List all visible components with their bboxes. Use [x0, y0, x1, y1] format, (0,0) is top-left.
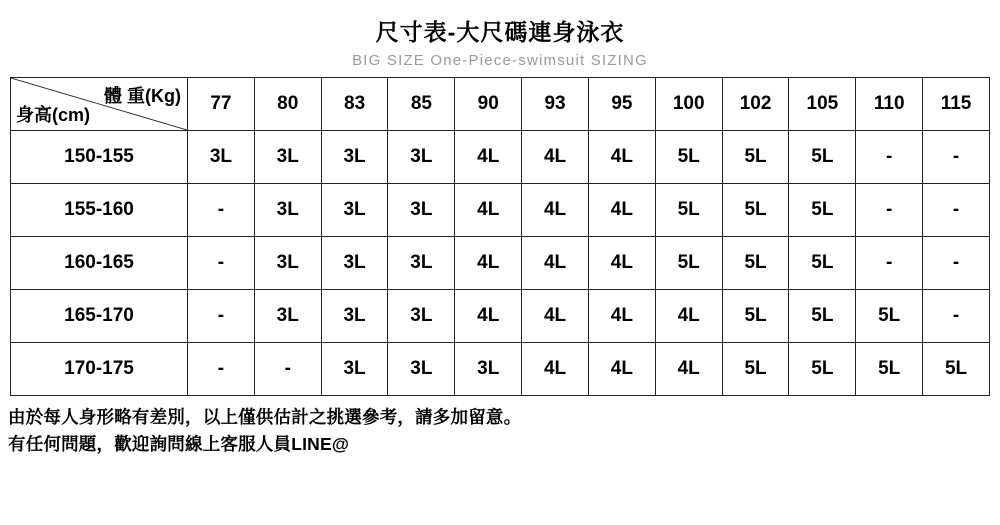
weight-header-cell: 93	[522, 78, 589, 131]
table-row	[11, 290, 990, 343]
size-cell: 3L	[254, 290, 321, 343]
size-cell: -	[923, 237, 990, 290]
table-row	[11, 131, 990, 184]
size-cell: -	[923, 131, 990, 184]
size-cell: 5L	[856, 290, 923, 343]
size-table	[10, 77, 990, 396]
weight-header-cell: 95	[588, 78, 655, 131]
table-header-row	[11, 78, 990, 131]
size-cell: 5L	[722, 290, 789, 343]
size-cell: 5L	[655, 131, 722, 184]
size-cell: 3L	[188, 131, 255, 184]
size-cell: 3L	[321, 131, 388, 184]
size-cell: 4L	[522, 184, 589, 237]
size-cell: -	[188, 184, 255, 237]
size-cell: 5L	[789, 343, 856, 396]
size-cell: 4L	[655, 290, 722, 343]
size-cell: 5L	[722, 237, 789, 290]
size-cell: 3L	[321, 290, 388, 343]
height-range-cell: 160-165	[11, 237, 188, 290]
weight-header-cell: 90	[455, 78, 522, 131]
size-cell: 5L	[923, 343, 990, 396]
note-line: 由於每人身形略有差別，以上僅供估計之挑選參考，請多加留意。	[8, 407, 522, 428]
notes-section	[8, 404, 1000, 458]
size-cell: 5L	[789, 131, 856, 184]
size-cell: 4L	[655, 343, 722, 396]
size-cell: 4L	[588, 131, 655, 184]
height-range-cell: 170-175	[11, 343, 188, 396]
size-cell: -	[856, 184, 923, 237]
size-cell: -	[856, 131, 923, 184]
size-cell: -	[856, 237, 923, 290]
table-corner-cell	[11, 78, 188, 131]
size-cell: -	[923, 290, 990, 343]
size-cell: 5L	[722, 343, 789, 396]
size-cell: 3L	[254, 184, 321, 237]
weight-header-cell: 102	[722, 78, 789, 131]
size-cell: 3L	[455, 343, 522, 396]
size-cell: 5L	[789, 184, 856, 237]
weight-header-cell: 85	[388, 78, 455, 131]
size-cell: 3L	[388, 343, 455, 396]
table-row	[11, 184, 990, 237]
size-cell: 3L	[254, 131, 321, 184]
weight-header-cell: 77	[188, 78, 255, 131]
size-cell: 4L	[522, 237, 589, 290]
table-header	[11, 78, 990, 131]
size-cell: 3L	[388, 290, 455, 343]
size-cell: -	[254, 343, 321, 396]
size-cell: 4L	[455, 290, 522, 343]
size-cell: 4L	[588, 290, 655, 343]
table-row	[11, 237, 990, 290]
size-cell: 4L	[588, 343, 655, 396]
weight-header-cell: 115	[923, 78, 990, 131]
size-cell: -	[188, 290, 255, 343]
size-cell: 4L	[455, 131, 522, 184]
size-cell: 4L	[588, 237, 655, 290]
size-cell: 5L	[655, 237, 722, 290]
size-cell: 3L	[388, 237, 455, 290]
size-cell: 5L	[789, 237, 856, 290]
size-cell: 3L	[321, 343, 388, 396]
size-cell: -	[923, 184, 990, 237]
size-cell: 5L	[856, 343, 923, 396]
size-cell: -	[188, 343, 255, 396]
weight-axis-label: 體 重(Kg)	[104, 86, 181, 107]
height-range-cell: 165-170	[11, 290, 188, 343]
table-body	[11, 131, 990, 396]
height-axis-label: 身高(cm)	[16, 105, 91, 126]
size-cell: 3L	[321, 237, 388, 290]
size-cell: 5L	[789, 290, 856, 343]
size-cell: 5L	[722, 184, 789, 237]
note-line: 有任何問題，歡迎詢問線上客服人員LINE@	[8, 434, 350, 455]
weight-header-cell: 110	[856, 78, 923, 131]
size-cell: 3L	[388, 131, 455, 184]
page-title: 尺寸表-大尺碼連身泳衣	[375, 19, 625, 45]
size-cell: 5L	[722, 131, 789, 184]
size-cell: 4L	[522, 343, 589, 396]
size-cell: 4L	[522, 290, 589, 343]
size-cell: 4L	[455, 184, 522, 237]
weight-header-cell: 100	[655, 78, 722, 131]
size-cell: 5L	[655, 184, 722, 237]
weight-header-cell: 80	[254, 78, 321, 131]
size-cell: 3L	[321, 184, 388, 237]
size-cell: 4L	[455, 237, 522, 290]
page-subtitle: BIG SIZE One-Piece-swimsuit SIZING	[352, 52, 648, 70]
table-row	[11, 343, 990, 396]
size-cell: 4L	[588, 184, 655, 237]
height-range-cell: 150-155	[11, 131, 188, 184]
size-cell: 3L	[254, 237, 321, 290]
size-cell: 3L	[388, 184, 455, 237]
height-range-cell: 155-160	[11, 184, 188, 237]
size-cell: -	[188, 237, 255, 290]
weight-header-cell: 83	[321, 78, 388, 131]
weight-header-cell: 105	[789, 78, 856, 131]
size-cell: 4L	[522, 131, 589, 184]
